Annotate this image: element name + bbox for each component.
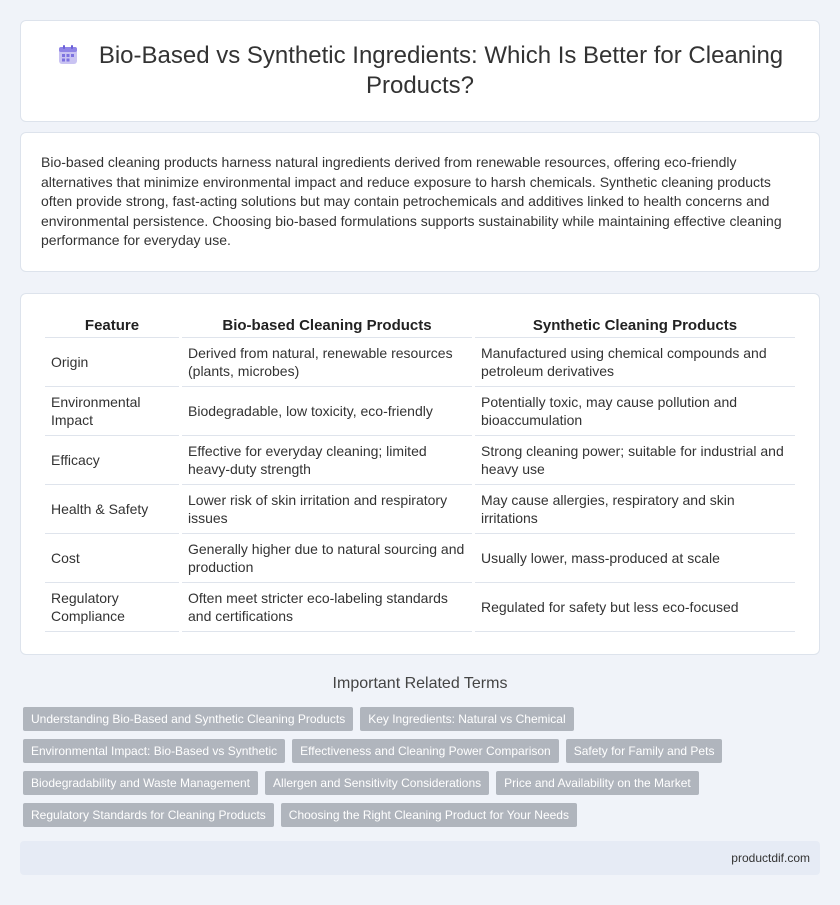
related-tag[interactable]: Regulatory Standards for Cleaning Products [23, 803, 274, 827]
page-title [51, 41, 789, 101]
related-tag[interactable]: Effectiveness and Cleaning Power Comparison [292, 739, 559, 763]
row-synthetic: Strong cleaning power; suitable for industrial and heavy use [475, 436, 795, 485]
row-bio-based: Lower risk of skin irritation and respiratory issues [182, 485, 472, 534]
row-feature: Origin [45, 338, 179, 387]
related-tag[interactable]: Understanding Bio-Based and Synthetic Cleaning Products [23, 707, 353, 731]
related-tag[interactable]: Allergen and Sensitivity Considerations [265, 771, 489, 795]
row-bio-based: Derived from natural, renewable resources (plants, microbes) [182, 338, 472, 387]
table-header-row [45, 316, 795, 338]
related-tag[interactable]: Biodegradability and Waste Management [23, 771, 258, 795]
row-synthetic: Usually lower, mass-produced at scale [475, 534, 795, 583]
row-synthetic: May cause allergies, respiratory and skin irritations [475, 485, 795, 534]
header-bio-based: Bio-based Cleaning Products [182, 316, 472, 338]
row-feature: Cost [45, 534, 179, 583]
header-card [20, 20, 820, 122]
table-row [45, 436, 795, 485]
calendar-icon [57, 44, 79, 66]
header-feature: Feature [45, 316, 179, 338]
row-bio-based: Biodegradable, low toxicity, eco-friendly [182, 387, 472, 436]
intro-text: Bio-based cleaning products harness natural ingredients derived from renewable resources, offering eco-friendly alternatives that minimize environmental impact and reduce exposure to harsh chemicals. Synthetic cleaning products often provide strong, fast-acting solutions but may contain petrochemicals and additives linked to health concerns and environmental persistence. Choosing bio-based formulations supports sustainability while maintaining effective cleaning performance for everyday use. [41, 154, 782, 248]
related-tag[interactable]: Key Ingredients: Natural vs Chemical [360, 707, 573, 731]
comparison-table [42, 316, 798, 632]
related-terms-section [0, 675, 840, 835]
table-row [45, 338, 795, 387]
row-synthetic: Manufactured using chemical compounds and petroleum derivatives [475, 338, 795, 387]
row-bio-based: Effective for everyday cleaning; limited heavy-duty strength [182, 436, 472, 485]
row-feature: Efficacy [45, 436, 179, 485]
related-tag[interactable]: Choosing the Right Cleaning Product for Your Needs [281, 803, 577, 827]
row-bio-based: Often meet stricter eco-labeling standards and certifications [182, 583, 472, 632]
row-bio-based: Generally higher due to natural sourcing and production [182, 534, 472, 583]
row-feature: Health & Safety [45, 485, 179, 534]
header-synthetic: Synthetic Cleaning Products [475, 316, 795, 338]
related-terms-tags [0, 707, 840, 835]
table-row [45, 485, 795, 534]
related-tag[interactable]: Price and Availability on the Market [496, 771, 699, 795]
row-feature: Regulatory Compliance [45, 583, 179, 632]
row-synthetic: Regulated for safety but less eco-focused [475, 583, 795, 632]
page-title-text: Bio-Based vs Synthetic Ingredients: Which Is Better for Cleaning Products? [98, 42, 784, 99]
table-row [45, 583, 795, 632]
related-tag[interactable]: Safety for Family and Pets [566, 739, 723, 763]
intro-card [20, 132, 820, 272]
footer [20, 841, 820, 875]
table-row [45, 534, 795, 583]
footer-site[interactable]: productdif.com [731, 851, 810, 865]
related-terms-title: Important Related Terms [332, 675, 508, 692]
table-row [45, 387, 795, 436]
row-synthetic: Potentially toxic, may cause pollution and bioaccumulation [475, 387, 795, 436]
related-tag[interactable]: Environmental Impact: Bio-Based vs Synthetic [23, 739, 285, 763]
row-feature: Environmental Impact [45, 387, 179, 436]
comparison-card [20, 293, 820, 655]
